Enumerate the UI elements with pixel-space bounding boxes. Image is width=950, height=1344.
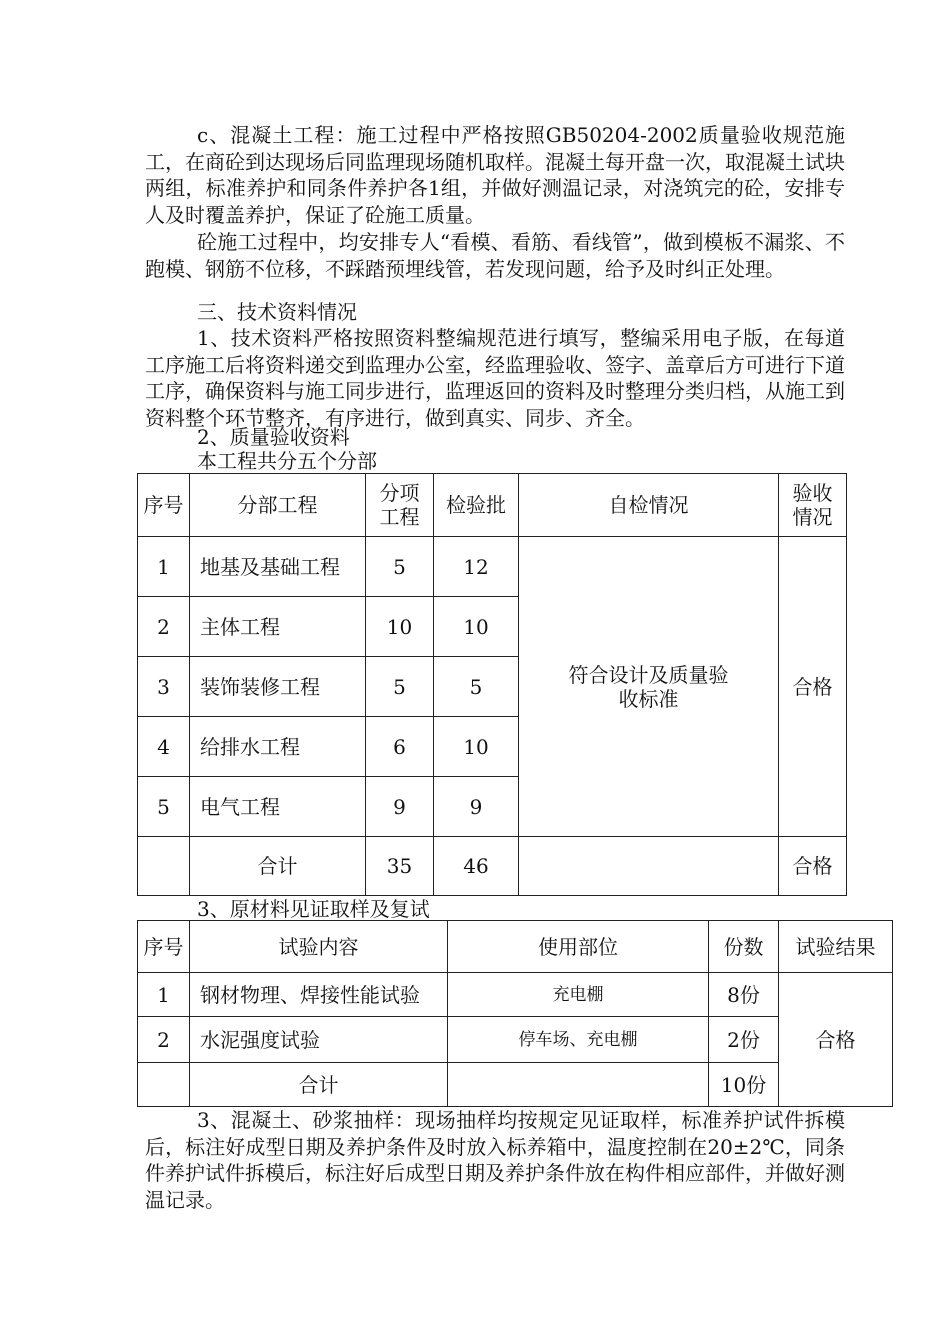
table-row [138,973,893,1017]
cell-test-result: 合格 [779,973,893,1107]
cell-total-copies: 10份 [709,1063,779,1107]
paragraph-concrete-work: c、混凝土工程：施工过程中严格按照GB50204-2002质量验收规范施工，在商砼到达现场后同监理现场随机取样。混凝土每开盘一次，取混凝土试块两组，标准养护和同条件养护各1组，并做好测温记录，对浇筑完的砼，安排专人及时覆盖养护，保证了砼施工质量。 [145,123,845,227]
intro-table-divisions: 本工程共分五个分部 [197,449,377,473]
header-usage-location: 使用部位 [448,921,709,973]
header-copies: 份数 [709,921,779,973]
cell-no: 1 [138,973,190,1017]
cell-empty [448,1063,709,1107]
header-subitems: 分项工程 [366,474,434,537]
paragraph-technical-data: 1、技术资料严格按照资料整编规范进行填写，整编采用电子版，在每道工序施工后将资料递交到监理办公室，经监理验收、签字、盖章后方可进行下道工序，确保资料与施工同步进行，监理返回的资料及时整理分类归档，从施工到资料整个环节整齐，有序进行，做到真实、同步、齐全。 [145,326,845,430]
divisions-table [137,473,847,896]
cell-no: 4 [138,717,190,777]
cell-batches: 12 [434,537,519,597]
cell-total-label: 合计 [190,1063,448,1107]
header-inspection-batches: 检验批 [434,474,519,537]
cell-no: 2 [138,1017,190,1063]
cell-acceptance: 合格 [779,537,847,837]
cell-no: 1 [138,537,190,597]
cell-subitems: 9 [366,777,434,837]
table-total-row [138,837,847,896]
cell-usage-location: 停车场、充电棚 [448,1017,709,1063]
cell-total-batches: 46 [434,837,519,896]
cell-division: 地基及基础工程 [190,537,366,597]
cell-empty [138,1063,190,1107]
header-acceptance: 验收情况 [779,474,847,537]
header-test-content: 试验内容 [190,921,448,973]
cell-empty [138,837,190,896]
header-self-check: 自检情况 [519,474,779,537]
cell-division: 给排水工程 [190,717,366,777]
cell-total-acceptance: 合格 [779,837,847,896]
cell-batches: 10 [434,717,519,777]
cell-batches: 9 [434,777,519,837]
header-serial: 序号 [138,474,190,537]
materials-table [137,920,893,1107]
header-division: 分部工程 [190,474,366,537]
paragraph-concrete-supervision: 砼施工过程中，均安排专人“看模、看筋、看线管”，做到模板不漏浆、不跑模、钢筋不位移，不踩踏预埋线管，若发现问题，给予及时纠正处理。 [145,230,845,281]
cell-no: 2 [138,597,190,657]
cell-empty [519,837,779,896]
cell-subitems: 10 [366,597,434,657]
cell-no: 3 [138,657,190,717]
cell-division: 电气工程 [190,777,366,837]
cell-subitems: 5 [366,657,434,717]
cell-test-content: 钢材物理、焊接性能试验 [190,973,448,1017]
cell-total-label: 合计 [190,837,366,896]
self-check-text: 符合设计及质量验收标准 [568,662,729,711]
cell-division: 主体工程 [190,597,366,657]
header-test-result: 试验结果 [779,921,893,973]
cell-no: 5 [138,777,190,837]
cell-total-subitems: 35 [366,837,434,896]
cell-batches: 10 [434,597,519,657]
cell-division: 装饰装修工程 [190,657,366,717]
cell-self-check [519,537,779,837]
cell-subitems: 6 [366,717,434,777]
table-row [138,537,847,597]
section-heading-technical-data: 三、技术资料情况 [197,300,357,324]
cell-test-content: 水泥强度试验 [190,1017,448,1063]
header-serial: 序号 [138,921,190,973]
heading-quality-acceptance: 2、质量验收资料 [197,425,350,449]
cell-subitems: 5 [366,537,434,597]
cell-batches: 5 [434,657,519,717]
table-header-row [138,921,893,973]
paragraph-sampling: 3、混凝土、砂浆抽样：现场抽样均按规定见证取样，标准养护试件拆模后，标注好成型日期及养护条件及时放入标养箱中，温度控制在20±2℃，同条件养护试件拆模后，标注好后成型日期及养护条件放在构件相应部件，并做好测温记录。 [145,1108,845,1212]
cell-copies: 8份 [709,973,779,1017]
heading-materials-sampling: 3、原材料见证取样及复试 [197,897,430,921]
table-header-row [138,474,847,537]
cell-copies: 2份 [709,1017,779,1063]
cell-usage-location: 充电棚 [448,973,709,1017]
